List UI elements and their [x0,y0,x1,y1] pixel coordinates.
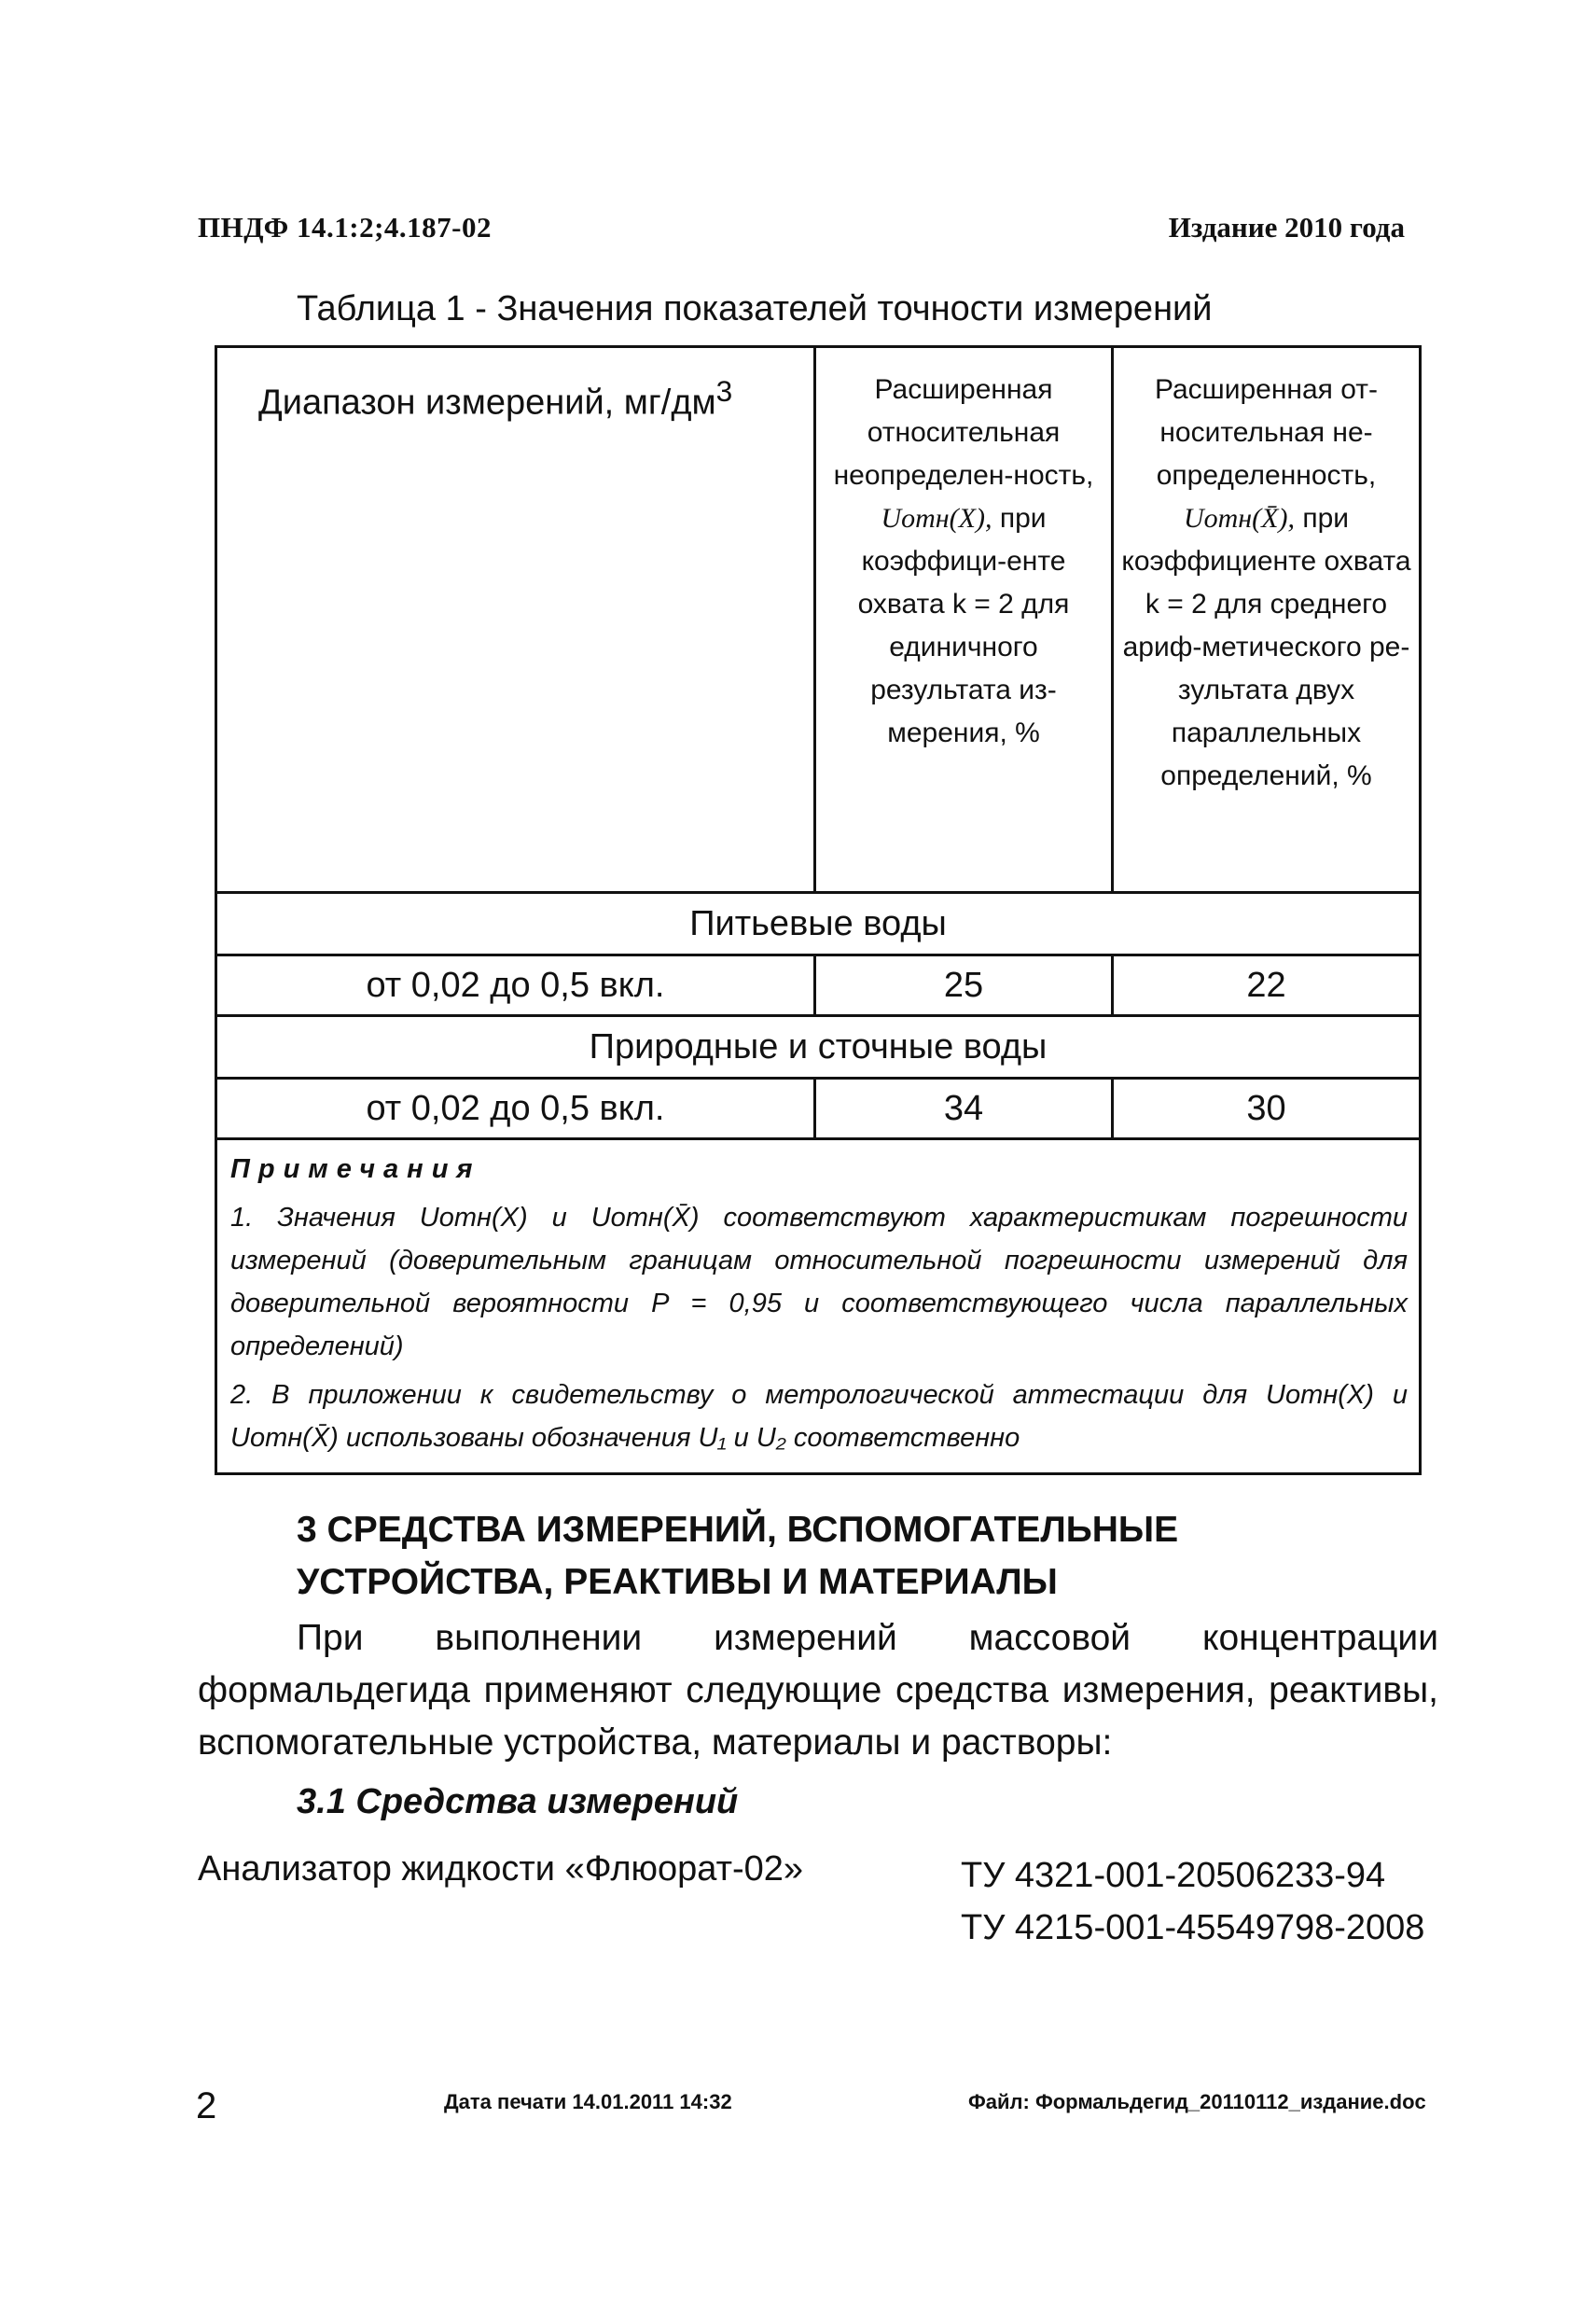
table-header-row [216,347,1421,893]
section-row-natural [216,1016,1421,1079]
edition-label: Издание 2010 года [1168,211,1405,244]
section-title: Природные и сточные воды [216,1016,1421,1079]
table-row [216,955,1421,1016]
file-name: Файл: Формальдегид_20110112_издание.doc [968,2090,1426,2113]
section-row-drinking [216,893,1421,955]
page-number: 2 [196,2085,217,2126]
u-mean-cell: 30 [1113,1079,1421,1139]
symbol-u-single: Uотн(X), [881,503,992,534]
range-cell: от 0,02 до 0,5 вкл. [216,1079,815,1139]
instrument-spec: ТУ 4321-001-20506233-94 ТУ 4215-001-45549798-2008 [961,1856,1425,1947]
section-title: Питьевые воды [216,893,1421,955]
header-mean-uncertainty: Расширенная от-носительная не-определенность, Uотн(X̄), при коэффициенте охвата k = 2 для среднего ариф-метического ре-зультата двух параллельных определений, % [1113,347,1421,893]
notes-title: Примечания [230,1154,481,1184]
section-heading: 3 СРЕДСТВА ИЗМЕРЕНИЙ, ВСПОМОГАТЕЛЬНЫЕ УСТРОЙСТВА, РЕАКТИВЫ И МАТЕРИАЛЫ [297,1510,1179,1602]
note-2: 2. В приложении к свидетельству о метрологической аттестации для Uотн(X) и Uотн(X̄) использованы обозначения U₁ и U₂ соответственно [230,1380,1408,1453]
u-mean-cell: 22 [1113,955,1421,1016]
symbol-u-mean: Uотн(X̄), [1183,503,1295,534]
table-caption: Таблица 1 - Значения показателей точности измерений [297,289,1213,328]
accuracy-table [215,345,1422,1475]
subsection-heading: 3.1 Средства измерений [297,1782,739,1821]
u-single-cell: 34 [815,1079,1113,1139]
table-row [216,1079,1421,1139]
header-single-uncertainty: Расширенная относительная неопределен-ность, Uотн(X), при коэффици-енте охвата k = 2 для единичного результата из-мерения, % [815,347,1113,893]
intro-paragraph: При выполнении измерений массовой концентрации формальдегида применяют следующие средства измерения, реактивы, вспомогательные устройства, материалы и растворы: [198,1618,1438,1763]
notes-row [216,1139,1421,1474]
document-code: ПНДФ 14.1:2;4.187-02 [198,211,492,244]
header-range: Диапазон измерений, $мг/дм^3$ [216,347,815,893]
note-1: 1. Значения Uотн(X) и Uотн(X̄) соответствуют характеристикам погрешности измерений (доверительным границам относительной погрешности измерений для доверительной вероятности P = 0,95 и соответствующего числа параллельных определений) [230,1203,1408,1361]
u-single-cell: 25 [815,955,1113,1016]
print-date: Дата печати 14.01.2011 14:32 [444,2090,732,2113]
range-cell: от 0,02 до 0,5 вкл. [216,955,815,1016]
notes-cell [216,1139,1421,1474]
instrument-name: Анализатор жидкости «Флюорат-02» [198,1849,804,1889]
